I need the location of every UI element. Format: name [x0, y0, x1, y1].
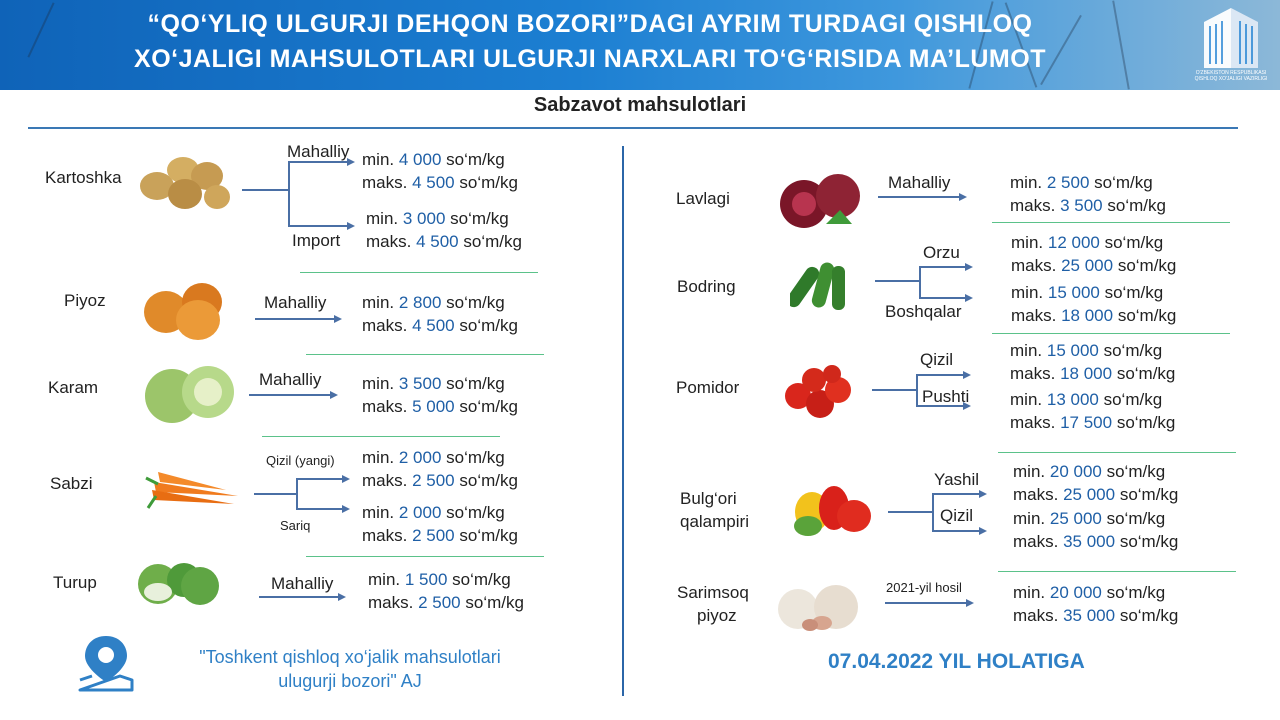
row-separator: [300, 272, 538, 273]
product-name-piyoz: Piyoz: [64, 291, 106, 310]
product-name-piyoz2: piyoz: [697, 606, 737, 625]
row-separator: [992, 222, 1230, 223]
header-banner: [0, 0, 1280, 90]
product-name-sarimsoq: Sarimsoq: [677, 583, 749, 602]
price-min: min. 3 500 so‘m/kg: [362, 374, 505, 393]
price-max: maks. 4 500 so‘m/kg: [362, 173, 518, 192]
price-max: maks. 4 500 so‘m/kg: [362, 316, 518, 335]
price-max: maks. 4 500 so‘m/kg: [366, 232, 522, 251]
price-min: min. 15 000 so‘m/kg: [1010, 341, 1163, 360]
price-max: maks. 25 000 so‘m/kg: [1013, 485, 1179, 504]
origin-label: Yashil: [934, 470, 980, 489]
pepper-image: [790, 478, 876, 540]
price-max: maks. 3 500 so‘m/kg: [1010, 196, 1166, 215]
price-min: min. 3 000 so‘m/kg: [366, 209, 509, 228]
product-name-sabzi: Sabzi: [50, 474, 93, 493]
potato-image: [135, 150, 235, 215]
product-name-bulgori: Bulg‘ori: [680, 489, 737, 508]
price-min: min. 2 000 so‘m/kg: [362, 448, 505, 467]
price-max: maks. 17 500 so‘m/kg: [1010, 413, 1176, 432]
origin-label: Mahalliy: [264, 293, 327, 312]
product-name-pomidor: Pomidor: [676, 378, 740, 397]
header-title-line1: “QO‘YLIQ ULGURJI DEHQON BOZORI”DAGI AYRIM TURDAGI QISHLOQ: [147, 10, 1033, 38]
price-max: maks. 35 000 so‘m/kg: [1013, 606, 1179, 625]
origin-label: Qizil: [940, 506, 974, 525]
tomato-image: [782, 362, 856, 420]
price-min: min. 4 000 so‘m/kg: [362, 150, 505, 169]
price-min: min. 15 000 so‘m/kg: [1011, 283, 1164, 302]
origin-label: Boshqalar: [885, 302, 962, 321]
product-name-kartoshka: Kartoshka: [45, 168, 122, 187]
map-pin-icon: [74, 632, 138, 694]
beet-image: [776, 166, 868, 230]
logo-caption: O'ZBEKISTON RESPUBLIKASI QISHLOQ XO'JALIGI VAZIRLIGI: [1194, 70, 1268, 82]
price-min: min. 1 500 so‘m/kg: [368, 570, 511, 589]
carrot-image: [142, 460, 242, 518]
product-name-karam: Karam: [48, 378, 99, 397]
price-max: maks. 2 500 so‘m/kg: [362, 471, 518, 490]
product-name-lavlagi: Lavlagi: [676, 189, 730, 208]
row-separator: [306, 354, 544, 355]
cucumber-image: [790, 256, 854, 316]
price-max: maks. 35 000 so‘m/kg: [1013, 532, 1179, 551]
price-max: maks. 25 000 so‘m/kg: [1011, 256, 1177, 275]
market-name: "Toshkent qishloq xo‘jalik mahsulotlari ulugurji bozori" AJ: [199, 647, 501, 691]
row-separator: [306, 556, 544, 557]
origin-label: Mahalliy: [259, 370, 322, 389]
origin-label: Import: [292, 231, 341, 250]
origin-label: Qizil (yangi): [266, 453, 335, 468]
price-min: min. 2 000 so‘m/kg: [362, 503, 505, 522]
origin-label: Mahalliy: [287, 142, 350, 161]
origin-label: 2021-yil hosil: [886, 580, 962, 595]
price-min: min. 2 500 so‘m/kg: [1010, 173, 1153, 192]
origin-label: Sariq: [280, 518, 311, 533]
price-min: min. 20 000 so‘m/kg: [1013, 583, 1166, 602]
origin-label: Mahalliy: [888, 173, 951, 192]
price-min: min. 20 000 so‘m/kg: [1013, 462, 1166, 481]
price-max: maks. 5 000 so‘m/kg: [362, 397, 518, 416]
row-separator: [998, 571, 1236, 572]
row-separator: [992, 333, 1230, 334]
row-separator: [262, 436, 500, 437]
radish-image: [136, 560, 222, 608]
origin-label: Qizil: [920, 350, 954, 369]
date-label: 07.04.2022 YIL HOLATIGA: [828, 650, 1085, 673]
column-divider: [622, 146, 624, 696]
price-max: maks. 2 500 so‘m/kg: [362, 526, 518, 545]
garlic-image: [774, 575, 864, 633]
product-name-qalampiri: qalampiri: [680, 512, 749, 531]
price-max: maks. 18 000 so‘m/kg: [1010, 364, 1176, 383]
origin-label: Orzu: [923, 243, 960, 262]
onion-image: [140, 280, 230, 342]
price-max: maks. 2 500 so‘m/kg: [368, 593, 524, 612]
cabbage-image: [140, 364, 238, 424]
header-title-line2: XO‘JALIGI MAHSULOTLARI ULGURJI NARXLARI TO‘G‘RISIDA MA’LUMOT: [134, 45, 1046, 73]
price-max: maks. 18 000 so‘m/kg: [1011, 306, 1177, 325]
price-min: min. 13 000 so‘m/kg: [1010, 390, 1163, 409]
origin-label: Pushti: [922, 387, 970, 406]
product-name-turup: Turup: [53, 573, 97, 592]
product-name-bodring: Bodring: [677, 277, 736, 296]
title-rule: [28, 127, 1238, 129]
row-separator: [998, 452, 1236, 453]
origin-label: Mahalliy: [271, 574, 334, 593]
section-title: Sabzavot mahsulotlari: [533, 94, 747, 116]
price-min: min. 12 000 so‘m/kg: [1011, 233, 1164, 252]
price-min: min. 25 000 so‘m/kg: [1013, 509, 1166, 528]
price-min: min. 2 800 so‘m/kg: [362, 293, 505, 312]
